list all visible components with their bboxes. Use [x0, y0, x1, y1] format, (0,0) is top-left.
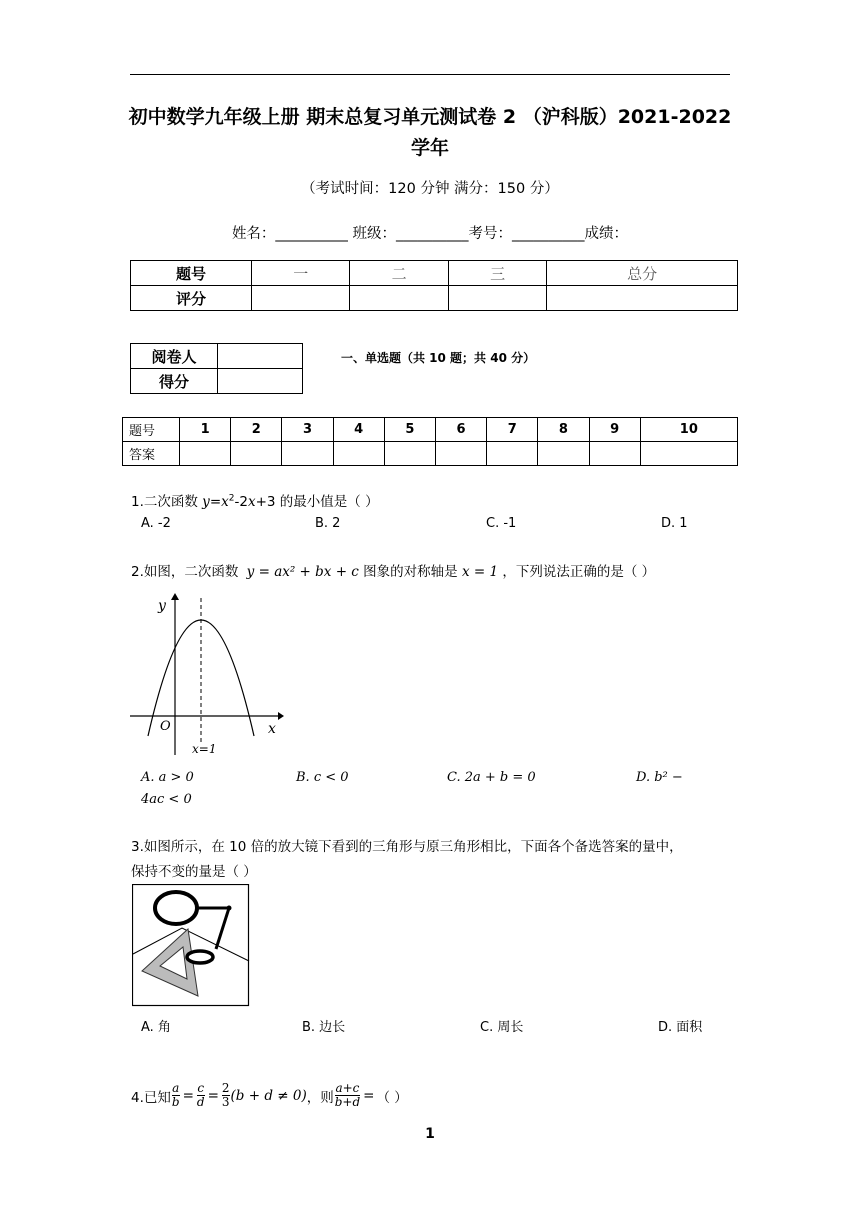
q1-option-b[interactable]: B. 2: [315, 516, 341, 531]
q2-option-c[interactable]: C. 2a + b = 0: [447, 770, 536, 785]
fraction-a-b: $\frac{a}{b}$: [171, 1081, 180, 1109]
score-table: [130, 260, 738, 311]
origin-label: O: [160, 719, 171, 734]
answer-number: 10: [640, 418, 737, 442]
score-row-label: 评分: [131, 286, 252, 311]
answer-cell[interactable]: [384, 442, 435, 466]
answer-number: 8: [538, 418, 589, 442]
q3-option-b[interactable]: B. 边长: [302, 1020, 346, 1035]
answer-table: [122, 417, 738, 466]
score-cell[interactable]: [350, 286, 448, 311]
q3-option-c[interactable]: C. 周长: [480, 1020, 524, 1035]
answer-cell[interactable]: [589, 442, 640, 466]
answer-cell[interactable]: [180, 442, 231, 466]
answer-number: 4: [333, 418, 384, 442]
score-header-2: 二: [350, 261, 448, 286]
x-axis-arrow-icon: [278, 712, 284, 720]
question-2: 2.如图，二次函数 y = ax² + bx + c 图象的对称轴是 x = 1 ，下列说法正确的是（ ）: [131, 564, 656, 580]
page-title-line2: 学年: [410, 137, 449, 159]
answer-number: 9: [589, 418, 640, 442]
parabola-graph: [128, 590, 288, 760]
answer-number: 7: [487, 418, 538, 442]
q1-option-c[interactable]: C. -1: [486, 516, 517, 531]
fraction-2-3: $\frac{2}{3}$: [221, 1081, 230, 1109]
points-label: 得分: [131, 369, 218, 394]
answer-number: 3: [282, 418, 333, 442]
q2-option-a[interactable]: A. a > 0: [141, 770, 194, 785]
student-info: 姓名：__________ 班级：__________考号：__________成绩：: [231, 226, 629, 242]
q3-option-a[interactable]: A. 角: [141, 1020, 171, 1035]
score-header-1: 一: [252, 261, 350, 286]
page-title-line1: 初中数学九年级上册 期末总复习单元测试卷 2 （沪科版）2021-2022: [128, 106, 732, 128]
fraction-sum: $\frac{a+c}{b+d}$: [334, 1081, 361, 1109]
magnifier-illustration: [132, 884, 250, 1007]
answer-cell[interactable]: [640, 442, 737, 466]
section-heading: 一、单选题（共 10 题；共 40 分）: [341, 351, 536, 365]
reader-table: [130, 343, 303, 394]
score-header-label: 题号: [131, 261, 252, 286]
answer-cell[interactable]: [538, 442, 589, 466]
q2-option-d-continued: 4ac < 0: [141, 792, 192, 807]
q1-option-d[interactable]: D. 1: [661, 516, 688, 531]
answer-number: 5: [384, 418, 435, 442]
answer-number: 6: [435, 418, 486, 442]
exam-info: （考试时间：120 分钟 满分：150 分）: [301, 181, 559, 197]
question-4: 4.已知 $\frac{a}{b}$ = $\frac{c}{d}$ = $\frac{2}{3}$ (b + d ≠ 0) ，则 $\frac{a+c}{b+d}$ = （ ）: [131, 1081, 408, 1109]
header-rule: [130, 74, 730, 75]
question-1: 1.二次函数 $y=x^2-2x+3$ 的最小值是（ ）: [131, 493, 379, 510]
reader-cell[interactable]: [218, 344, 303, 369]
points-cell[interactable]: [218, 369, 303, 394]
answer-cell[interactable]: [487, 442, 538, 466]
question-3-line1: 3.如图所示，在 10 倍的放大镜下看到的三角形与原三角形相比，下面各个备选答案的量中，: [131, 839, 683, 855]
fraction-c-d: $\frac{c}{d}$: [196, 1081, 205, 1109]
answer-cell[interactable]: [282, 442, 333, 466]
score-header-total: 总分: [547, 261, 738, 286]
q1-option-a[interactable]: A. -2: [141, 516, 171, 531]
y-axis-arrow-icon: [171, 593, 179, 600]
score-cell[interactable]: [252, 286, 350, 311]
question-3-line2: 保持不变的量是（ ）: [131, 864, 257, 880]
q2-option-d[interactable]: D. b² −: [636, 770, 683, 785]
q2-option-b[interactable]: B. c < 0: [296, 770, 349, 785]
score-cell[interactable]: [547, 286, 738, 311]
small-lens-icon: [187, 951, 213, 963]
page-number: 1: [425, 1126, 435, 1142]
reader-label: 阅卷人: [131, 344, 218, 369]
answer-number: 1: [180, 418, 231, 442]
answer-cell[interactable]: [333, 442, 384, 466]
x-axis-label: x: [268, 721, 276, 737]
answer-row-label: 答案: [123, 442, 180, 466]
score-header-3: 三: [448, 261, 546, 286]
q3-option-d[interactable]: D. 面积: [658, 1020, 703, 1035]
symmetry-axis-label: x=1: [192, 742, 217, 756]
y-axis-label: y: [158, 598, 166, 614]
answer-cell[interactable]: [231, 442, 282, 466]
answer-row-label: 题号: [123, 418, 180, 442]
answer-number: 2: [231, 418, 282, 442]
answer-cell[interactable]: [435, 442, 486, 466]
score-cell[interactable]: [448, 286, 546, 311]
